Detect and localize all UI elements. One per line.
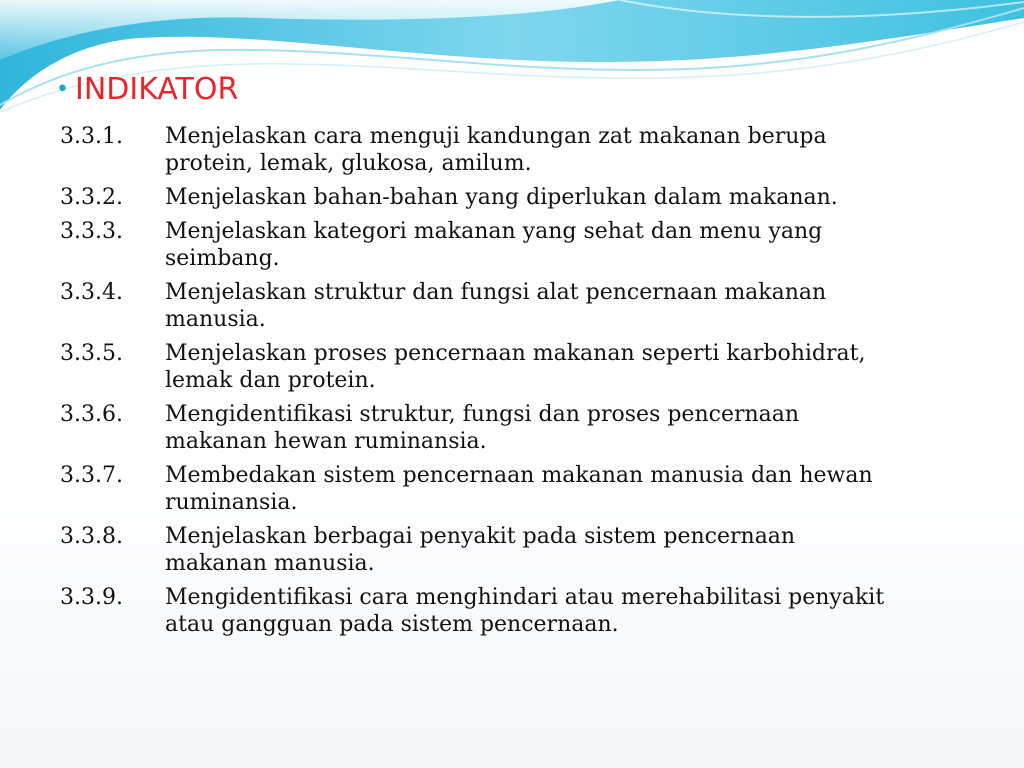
heading-row xyxy=(56,70,238,110)
indicator-item xyxy=(60,184,980,211)
indicator-number: 3.3.1. xyxy=(60,124,123,149)
indicator-list xyxy=(60,123,980,645)
indicator-item xyxy=(60,218,980,272)
indicator-item xyxy=(60,279,980,333)
indicator-number: 3.3.7. xyxy=(60,463,123,488)
indicator-number: 3.3.8. xyxy=(60,524,123,549)
slide-heading: INDIKATOR xyxy=(74,72,239,107)
indicator-item xyxy=(60,123,980,177)
indicator-item xyxy=(60,523,980,577)
indicator-item xyxy=(60,401,980,455)
indicator-text: Menjelaskan kategori makanan yang sehat dan menu yang seimbang. xyxy=(165,219,823,271)
indicator-item xyxy=(60,340,980,394)
indicator-item xyxy=(60,584,980,638)
indicator-number: 3.3.4. xyxy=(60,280,123,305)
indicator-text: Membedakan sistem pencernaan makanan manusia dan hewan ruminansia. xyxy=(165,463,873,515)
indicator-text: Menjelaskan berbagai penyakit pada sistem pencernaan makanan manusia. xyxy=(165,524,796,576)
indicator-number: 3.3.9. xyxy=(60,585,123,610)
bullet-icon: • xyxy=(56,77,69,102)
indicator-text: Menjelaskan cara menguji kandungan zat makanan berupa protein, lemak, glukosa, amilum. xyxy=(165,124,827,176)
indicator-text: Mengidentifikasi struktur, fungsi dan proses pencernaan makanan hewan ruminansia. xyxy=(165,402,800,454)
indicator-item xyxy=(60,462,980,516)
indicator-text: Menjelaskan proses pencernaan makanan seperti karbohidrat, lemak dan protein. xyxy=(165,341,866,393)
indicator-number: 3.3.6. xyxy=(60,402,123,427)
indicator-number: 3.3.5. xyxy=(60,341,123,366)
indicator-text: Mengidentifikasi cara menghindari atau merehabilitasi penyakit atau gangguan pada sistem pencernaan. xyxy=(165,585,885,637)
indicator-number: 3.3.3. xyxy=(60,219,123,244)
indicator-text: Menjelaskan struktur dan fungsi alat pencernaan makanan manusia. xyxy=(165,280,827,332)
indicator-number: 3.3.2. xyxy=(60,185,123,210)
indicator-text: Menjelaskan bahan-bahan yang diperlukan dalam makanan. xyxy=(165,185,838,210)
